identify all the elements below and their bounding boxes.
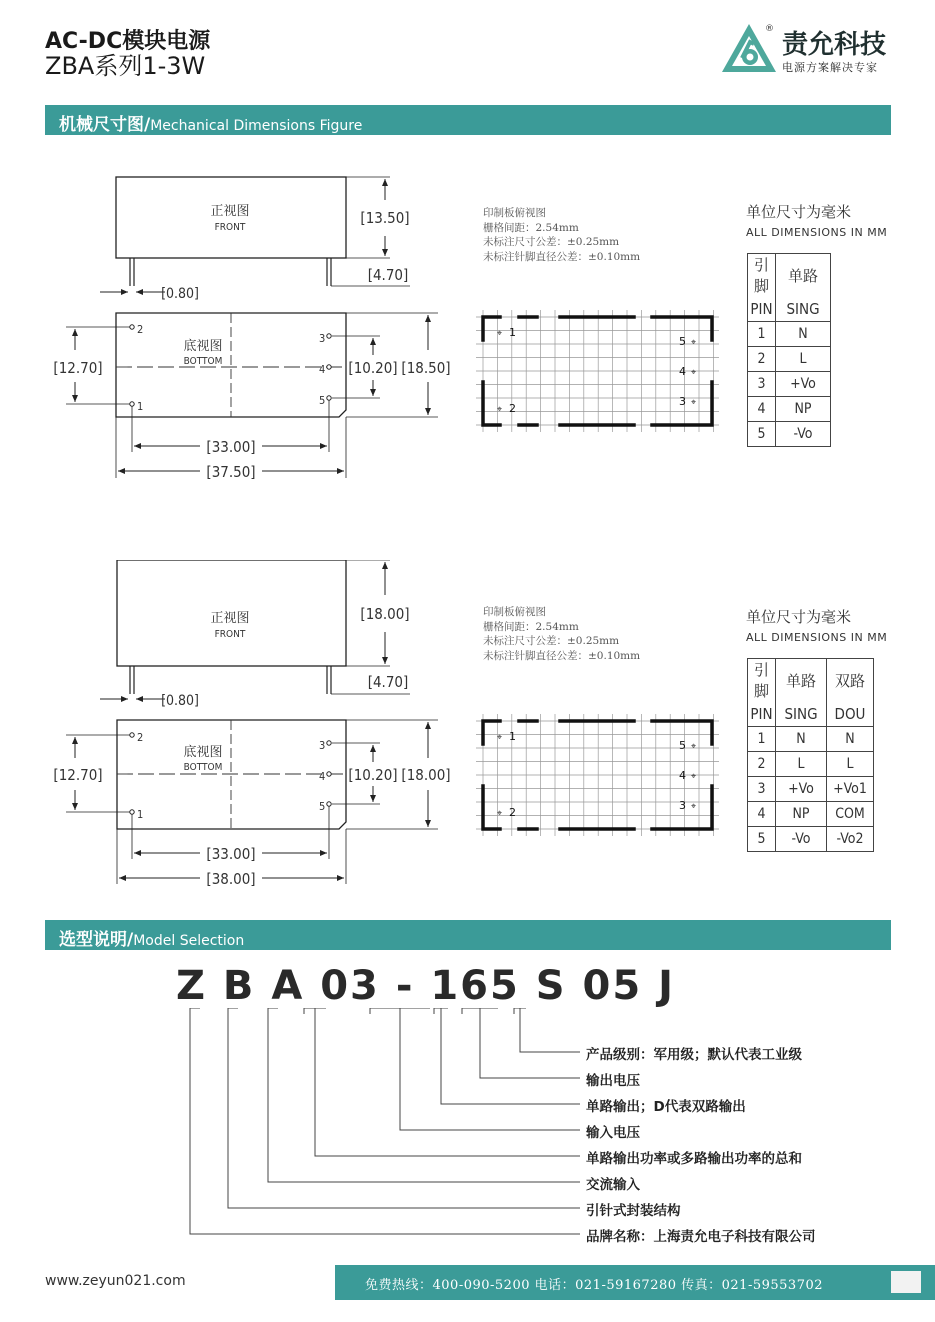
pin-table-header: 引脚: [748, 659, 776, 702]
pin-2-label: 2: [137, 731, 144, 744]
pin-table-cell: +Vo: [776, 372, 831, 397]
pin-table-cell: 3: [748, 372, 776, 397]
pcb-layout-2: [474, 704, 724, 844]
pcb-pin-4: 4: [679, 365, 686, 378]
front-view-label-en: FRONT: [214, 222, 246, 233]
pcb-pin-3: 3: [679, 799, 686, 812]
dim-total-height: [18.00]: [401, 766, 451, 784]
pin-table-cell: L: [776, 752, 827, 777]
pin-table-1: [747, 253, 831, 447]
front-view-label-cn: 正视图: [210, 611, 250, 626]
pin-table-header: PIN: [748, 701, 776, 727]
pin-table-cell: 5: [748, 422, 776, 447]
pcb-pin-5: 5: [679, 335, 686, 348]
pin-1-label: 1: [137, 808, 144, 821]
pin-table-cell: N: [827, 727, 874, 752]
unit-note-en: ALL DIMENSIONS IN MM: [746, 631, 888, 644]
dim-pin-span: [12.70]: [53, 766, 103, 784]
pcb-pin-2: 2: [509, 806, 516, 819]
pin-table-cell: NP: [776, 802, 827, 827]
pin-table-cell: N: [776, 322, 831, 347]
unit-note-cn: 单位尺寸为毫米: [746, 203, 852, 221]
pin-table-cell: L: [827, 752, 874, 777]
pin-table-cell: L: [776, 347, 831, 372]
dim-height: [18.00]: [360, 605, 410, 623]
pcb-pin-5: 5: [679, 739, 686, 752]
svg-text:⌖: ⌖: [691, 772, 697, 782]
mechanical-drawing-2: [40, 560, 460, 890]
pin-table-cell: 3: [748, 777, 776, 802]
pin-table-header: 引脚: [748, 254, 776, 297]
bottom-view-label-en: BOTTOM: [183, 762, 223, 773]
model-desc-output-voltage: 输出电压: [586, 1073, 640, 1089]
pcb-layout-1: [474, 300, 724, 440]
pin-table-header: DOU: [827, 701, 874, 727]
pin-table-cell: NP: [776, 397, 831, 422]
pin-3-label: 3: [319, 739, 326, 752]
model-desc-brand: 品牌名称：上海责允电子科技有限公司: [586, 1229, 816, 1245]
dim-pin-diameter: [0.80]: [161, 286, 199, 302]
pin-table-cell: N: [776, 727, 827, 752]
pin-table-header: 单路: [776, 659, 827, 702]
pin-table-header: PIN: [748, 296, 776, 322]
pcb-pin-4: 4: [679, 769, 686, 782]
pcb-note-tol: 未标注尺寸公差：±0.25mm: [483, 236, 620, 248]
pcb-note-grid: 栅格间距：2.54mm: [483, 620, 579, 633]
pcb-note-title: 印制板俯视图: [483, 207, 546, 219]
pcb-pin-2: 2: [509, 402, 516, 415]
doc-title: AC-DC模块电源: [45, 29, 211, 54]
svg-text:⌖: ⌖: [497, 733, 503, 743]
dim-row-span: [10.20]: [348, 359, 398, 377]
bottom-view-label-en: BOTTOM: [183, 356, 223, 367]
model-code: Z B A 03 - 165 S 05 J: [176, 963, 675, 1009]
dim-pin-length: [4.70]: [367, 266, 409, 284]
model-desc-package: 引针式封装结构: [586, 1203, 681, 1219]
pin-table-cell: -Vo: [776, 827, 827, 852]
pin-table-2: [747, 658, 874, 852]
section-bar-model-selection: [45, 920, 891, 950]
front-view-label-cn: 正视图: [210, 204, 250, 219]
unit-note-cn: 单位尺寸为毫米: [746, 608, 852, 626]
pcb-note: [483, 206, 640, 264]
dim-pin-pitch: [33.00]: [206, 845, 256, 863]
dim-row-span: [10.20]: [348, 766, 398, 784]
pin-table-header: 单路: [776, 254, 831, 297]
pin-table-cell: -Vo2: [827, 827, 874, 852]
section-title-cn: 机械尺寸图/: [59, 115, 151, 135]
svg-text:⌖: ⌖: [691, 742, 697, 752]
section-title-cn: 选型说明/: [59, 930, 134, 950]
svg-text:⌖: ⌖: [497, 405, 503, 415]
dim-total-height: [18.50]: [401, 359, 451, 377]
pcb-note-title: 印制板俯视图: [483, 606, 546, 618]
svg-text:⌖: ⌖: [497, 809, 503, 819]
model-desc-output-type: 单路输出；D代表双路输出: [586, 1099, 746, 1115]
svg-text:⌖: ⌖: [497, 329, 503, 339]
model-desc-ac-input: 交流输入: [586, 1177, 640, 1193]
registered-mark: ®: [765, 24, 774, 34]
brand-name: 责允科技: [782, 30, 887, 60]
dim-pin-length: [4.70]: [367, 673, 409, 691]
section-title-en: Mechanical Dimensions Figure: [150, 118, 363, 134]
pin-4-label: 4: [319, 363, 326, 376]
svg-text:⌖: ⌖: [691, 398, 697, 408]
dim-width: [37.50]: [206, 463, 256, 481]
bottom-view-label-cn: 底视图: [183, 745, 223, 760]
dim-pin-diameter: [0.80]: [161, 693, 199, 709]
doc-subtitle: ZBA系列1-3W: [45, 52, 206, 80]
model-desc-grade: 产品级别：军用级；默认代表工业级: [586, 1047, 802, 1063]
pin-table-cell: 1: [748, 727, 776, 752]
svg-text:⌖: ⌖: [691, 368, 697, 378]
section-bar-mechanical: [45, 105, 891, 135]
footer-contact-bar: [335, 1265, 935, 1300]
pcb-note-tol: 未标注尺寸公差：±0.25mm: [483, 635, 620, 647]
pin-table-header: 双路: [827, 659, 874, 702]
pin-table-header: SING: [776, 701, 827, 727]
pin-table-cell: 5: [748, 827, 776, 852]
pcb-note-pin-tol: 未标注针脚直径公差：±0.10mm: [483, 649, 641, 662]
pin-table-cell: +Vo1: [827, 777, 874, 802]
brand-slogan: 电源方案解决专家: [782, 61, 878, 74]
pin-table-cell: 4: [748, 397, 776, 422]
pin-4-label: 4: [319, 770, 326, 783]
pcb-pin-3: 3: [679, 395, 686, 408]
bottom-view-body: [117, 720, 346, 829]
pin-table-cell: 1: [748, 322, 776, 347]
pin-5-label: 5: [319, 800, 326, 813]
model-desc-input-voltage: 输入电压: [586, 1125, 640, 1141]
model-leader-lines: [180, 1008, 600, 1243]
footer-contact: 免费热线：400-090-5200 电话：021-59167280 传真：021-59553702: [365, 1278, 824, 1293]
dim-pin-pitch: [33.00]: [206, 438, 256, 456]
dim-pin-span: [12.70]: [53, 359, 103, 377]
pin-table-cell: 2: [748, 347, 776, 372]
pin-table-cell: 4: [748, 802, 776, 827]
pin-table-header: SING: [776, 296, 831, 322]
pin-table-cell: -Vo: [776, 422, 831, 447]
model-desc-power: 单路输出功率或多路输出功率的总和: [586, 1151, 802, 1167]
pcb-note-pin-tol: 未标注针脚直径公差：±0.10mm: [483, 250, 641, 263]
pin-5-label: 5: [319, 394, 326, 407]
dim-height: [13.50]: [360, 209, 410, 227]
pin-1-label: 1: [137, 400, 144, 413]
pin-3-label: 3: [319, 332, 326, 345]
pcb-note: [483, 605, 640, 663]
pin-2-label: 2: [137, 323, 144, 336]
bottom-view-label-cn: 底视图: [183, 339, 223, 354]
mechanical-drawing-1: [40, 160, 460, 490]
pin-table-cell: 2: [748, 752, 776, 777]
pin-table-cell: COM: [827, 802, 874, 827]
pcb-pin-1: 1: [509, 730, 516, 743]
footer-website-link[interactable]: www.zeyun021.com: [45, 1273, 186, 1289]
pin-table-cell: +Vo: [776, 777, 827, 802]
pcb-note-grid: 栅格间距：2.54mm: [483, 221, 579, 234]
svg-text:⌖: ⌖: [691, 338, 697, 348]
front-view-label-en: FRONT: [214, 629, 246, 640]
unit-note-en: ALL DIMENSIONS IN MM: [746, 226, 888, 239]
footer-page-box: [891, 1271, 921, 1293]
pcb-pin-1: 1: [509, 326, 516, 339]
svg-text:⌖: ⌖: [691, 802, 697, 812]
section-title-en: Model Selection: [133, 933, 245, 949]
dim-width: [38.00]: [206, 870, 256, 888]
